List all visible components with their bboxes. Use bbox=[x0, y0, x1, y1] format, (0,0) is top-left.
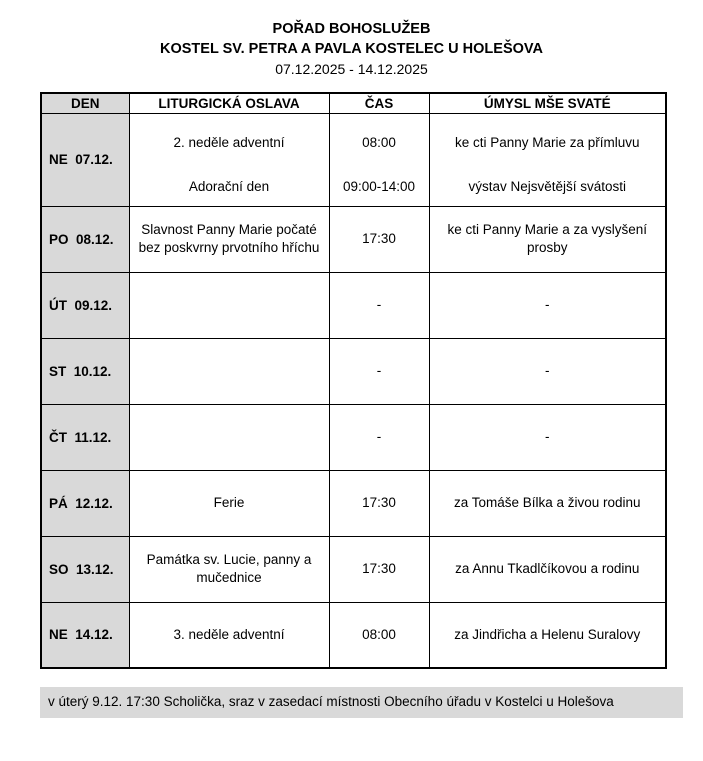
intention-line-2: výstav Nejsvětější svátosti bbox=[468, 178, 627, 194]
celebration-cell: 3. neděle adventní bbox=[129, 602, 329, 668]
day-cell: PÁ 12.12. bbox=[41, 470, 129, 536]
intention-cell: za Jindřicha a Helenu Suralovy bbox=[429, 602, 666, 668]
column-header-time: ČAS bbox=[329, 93, 429, 113]
celebration-cell bbox=[129, 272, 329, 338]
column-header-mass-intention: ÚMYSL MŠE SVATÉ bbox=[429, 93, 666, 113]
time-cell: 17:30 bbox=[329, 536, 429, 602]
page-title: POŘAD BOHOSLUŽEB bbox=[272, 21, 431, 37]
table-row bbox=[41, 338, 666, 404]
page-subtitle: KOSTEL SV. PETRA A PAVLA KOSTELEC U HOLEŠOVA bbox=[160, 41, 543, 57]
table-header-row bbox=[41, 93, 666, 113]
time-cell bbox=[329, 113, 429, 206]
table-row bbox=[41, 113, 666, 206]
table-row bbox=[41, 602, 666, 668]
document-header bbox=[0, 0, 703, 79]
column-header-den: DEN bbox=[41, 93, 129, 113]
day-cell: NE 07.12. bbox=[41, 113, 129, 206]
day-cell: NE 14.12. bbox=[41, 602, 129, 668]
column-header-liturgical-celebration: LITURGICKÁ OSLAVA bbox=[129, 93, 329, 113]
day-cell: ČT 11.12. bbox=[41, 404, 129, 470]
day-cell: PO 08.12. bbox=[41, 206, 129, 272]
time-cell: 17:30 bbox=[329, 206, 429, 272]
intention-cell: ke cti Panny Marie a za vyslyšení prosby bbox=[429, 206, 666, 272]
intention-line-1: ke cti Panny Marie za přímluvu bbox=[454, 134, 640, 150]
date-range: 07.12.2025 - 14.12.2025 bbox=[275, 61, 428, 77]
intention-cell: - bbox=[429, 404, 666, 470]
time-line-2: 09:00-14:00 bbox=[342, 178, 416, 194]
time-cell: - bbox=[329, 404, 429, 470]
table-row bbox=[41, 272, 666, 338]
table-row bbox=[41, 470, 666, 536]
table-row bbox=[41, 536, 666, 602]
celebration-cell: Slavnost Panny Marie počaté bez poskvrny prvotního hříchu bbox=[129, 206, 329, 272]
intention-cell: za Tomáše Bílka a živou rodinu bbox=[429, 470, 666, 536]
celebration-cell: Ferie bbox=[129, 470, 329, 536]
intention-cell: - bbox=[429, 272, 666, 338]
time-cell: 08:00 bbox=[329, 602, 429, 668]
intention-cell: za Annu Tkadlčíkovou a rodinu bbox=[429, 536, 666, 602]
intention-cell bbox=[429, 113, 666, 206]
time-cell: - bbox=[329, 338, 429, 404]
celebration-cell: Památka sv. Lucie, panny a mučednice bbox=[129, 536, 329, 602]
schedule-table-container bbox=[40, 92, 703, 669]
time-line-1: 08:00 bbox=[362, 134, 396, 150]
time-cell: - bbox=[329, 272, 429, 338]
intention-cell: - bbox=[429, 338, 666, 404]
time-cell: 17:30 bbox=[329, 470, 429, 536]
schedule-table bbox=[40, 92, 667, 669]
celebration-cell bbox=[129, 404, 329, 470]
footer-note: v úterý 9.12. 17:30 Scholička, sraz v zasedací místnosti Obecního úřadu v Kostelci u Holešova bbox=[40, 687, 683, 718]
celebration-line-2: Adorační den bbox=[188, 178, 270, 194]
celebration-cell bbox=[129, 338, 329, 404]
celebration-line-1: 2. neděle adventní bbox=[173, 134, 285, 150]
table-row bbox=[41, 404, 666, 470]
day-cell: SO 13.12. bbox=[41, 536, 129, 602]
table-row bbox=[41, 206, 666, 272]
day-cell: ST 10.12. bbox=[41, 338, 129, 404]
celebration-cell bbox=[129, 113, 329, 206]
day-cell: ÚT 09.12. bbox=[41, 272, 129, 338]
